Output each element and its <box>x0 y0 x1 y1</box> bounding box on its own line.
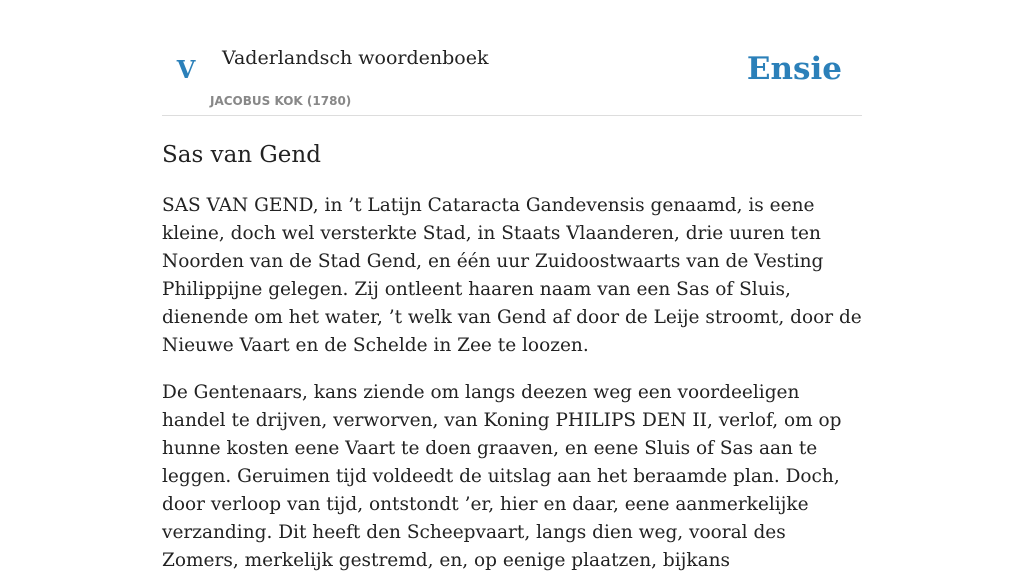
dictionary-badge-icon: V <box>176 55 196 84</box>
ensie-logo[interactable]: Ensie <box>746 51 842 87</box>
entry-title: Sas van Gend <box>162 142 321 168</box>
entry-paragraph-1: SAS VAN GEND, in ’t Latijn Cataracta Gandevensis genaamd, is eene kleine, doch wel versterkte Stad, in Staats Vlaanderen, drie uuren ten Noorden van de Stad Gend, en één uur Zuidoostwaarts van de Vesting Philippijne gelegen. Zij ontleent haaren naam van een Sas of Sluis, dienende om het water, ’t welk van Gend af door de Leije stroomt, door de Nieuwe Vaart en de Schelde in Zee te loozen. <box>162 195 862 356</box>
dictionary-header <box>162 0 862 116</box>
dictionary-title[interactable]: Vaderlandsch woordenboek <box>222 47 489 69</box>
entry-paragraph-2: De Gentenaars, kans ziende om langs deezen weg een voordeeligen handel te drijven, verworven, van Koning PHILIPS DEN II, verlof, om op hunne kosten eene Vaart te doen graaven, en eene Sluis of Sas aan te leggen. Geruimen tijd voldeedt de uitslag aan het beraamde plan. Doch, door verloop van tijd, ontstondt ’er, hier en daar, eene aanmerkelijke verzanding. Dit heeft den Scheepvaart, langs dien weg, vooral des Zomers, merkelijk gestremd, en, op eenige plaatzen, bijkans <box>162 382 842 571</box>
page <box>162 0 862 575</box>
dictionary-author: JACOBUS KOK (1780) <box>210 94 352 108</box>
